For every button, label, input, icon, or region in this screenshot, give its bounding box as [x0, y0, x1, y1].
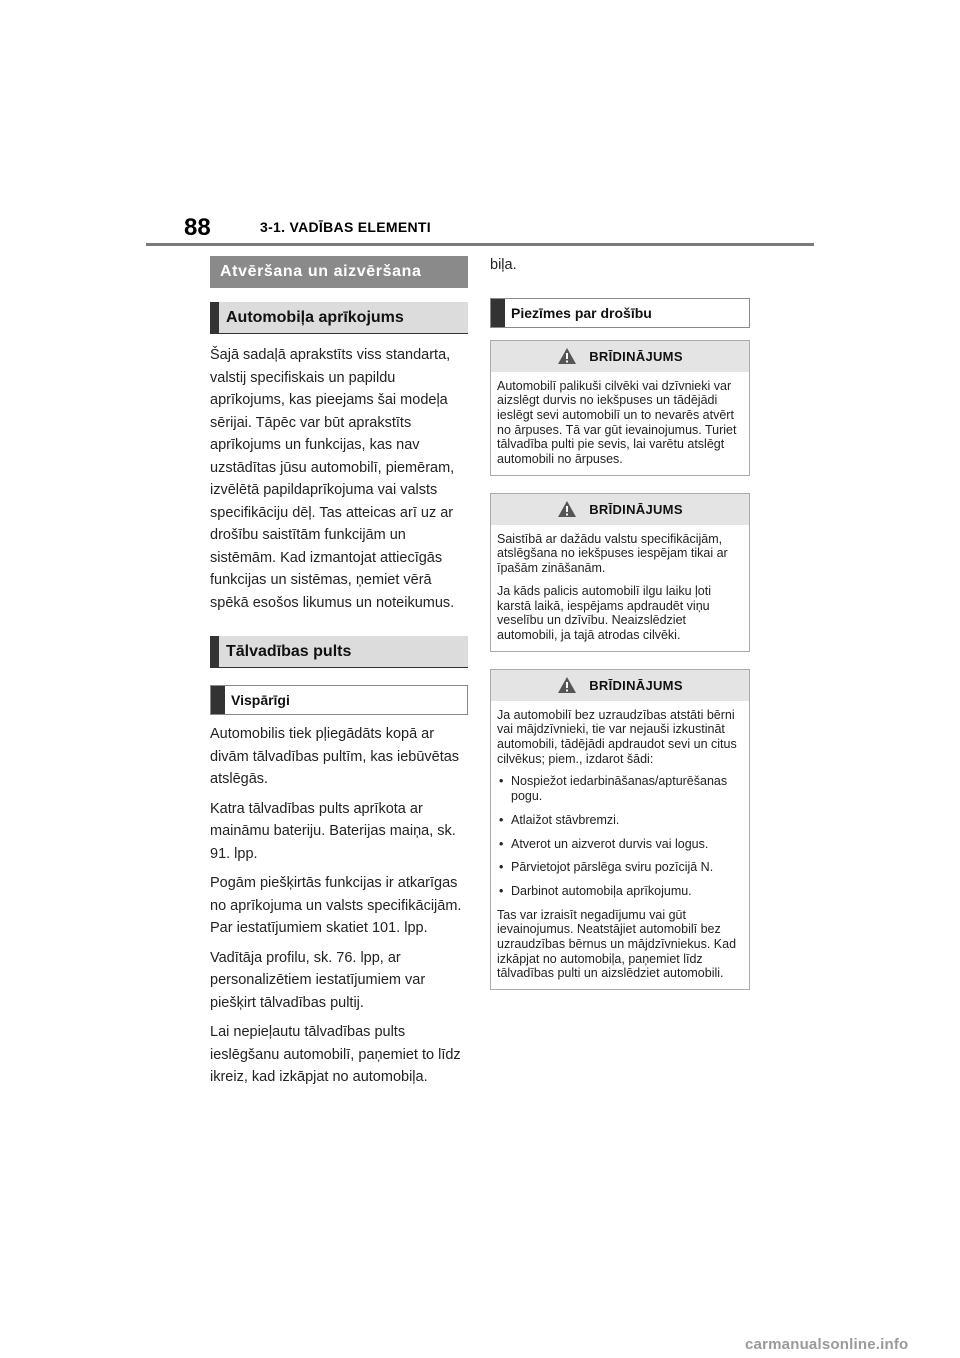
warning-body	[491, 701, 749, 990]
warning-text: Tas var izraisīt negadījumu vai gūt ievainojumus. Neatstājiet automobilī bez uzraudzības bērnus un mājdzīvniekus. Kad izkāpjat no automobiļa, paņemiet līdz tālvadības pulti un aizslēdziet automobili.	[497, 907, 737, 981]
warning-triangle-icon	[557, 500, 577, 518]
paragraph: Lai nepieļautu tālvadības pults ieslēgšanu automobilī, paņemiet to līdz ikreiz, kad izkāpjat no automobiļa.	[210, 1024, 461, 1085]
watermark: carmanualsonline.info	[745, 1336, 909, 1353]
right-column	[490, 256, 750, 990]
equipment-text: Šajā sadaļā aprakstīts viss standarta, valstij specifiskais un papildu aprīkojums, kas pieejams šai modeļa sērijai. Tāpēc var būt aprakstīts aprīkojums un funkcijas, kas nav uzstādītas jūsu automobilī, piemēram, izvēlētā papildaprīkojuma vai valsts specifikāciju dēļ. Tas atteicas arī uz ar drošību saistītām funkcijām un sistēmām. Kad izmantojat attiecīgās funkcijas un sistēmas, ņemiet vērā spēkā esošos likumus un noteikumus.	[210, 347, 455, 611]
warning-list	[497, 774, 743, 898]
general-heading	[210, 685, 468, 715]
safety-heading	[490, 298, 750, 328]
warning-title	[491, 670, 749, 701]
list-item: • Nospiežot iedarbināšanas/apturēšanas pogu.	[497, 774, 743, 803]
general-heading-text: Vispārīgi	[231, 692, 290, 708]
warning-text: Ja automobilī bez uzraudzības atstāti bērni vai mājdzīvnieki, tie var nejauši izkustināt automobili, tādējādi apdraudot sevi un citus cilvēkus; piem., izdarot šādi:	[497, 707, 737, 766]
warning-text: Ja kāds palicis automobilī ilgu laiku ļoti karstā laikā, iespējams apdraudēt viņu veselību un dzīvību. Neaizslēdziet automobili, ja tajā atrodas cilvēki.	[497, 583, 711, 642]
section-title: Atvēršana un aizvēršana	[210, 256, 468, 288]
list-item: • Darbinot automobiļa aprīkojumu.	[497, 884, 743, 899]
warning-body	[491, 525, 749, 651]
warning-title	[491, 494, 749, 525]
warning-triangle-icon	[557, 347, 577, 365]
warning-title-text: BRĪDINĀJUMS	[589, 348, 683, 364]
list-item: • Atlaižot stāvbremzi.	[497, 813, 743, 828]
warning-title	[491, 341, 749, 372]
warning-box	[490, 493, 750, 652]
warning-text: Saistībā ar dažādu valstu specifikācijām, atslēgšana no iekšpuses iespējam tikai ar īpašām zināšanām.	[497, 531, 728, 576]
warning-box	[490, 340, 750, 476]
warning-text: Automobilī palikuši cilvēki vai dzīvnieki var aizslēgt durvis no iekšpuses un tādējādi ieslēgt sevi automobilī un to nevarēs atvērt no ārpuses. Tā var gūt ievainojumus. Turiet tālvadība pulti pie sevis, lai varētu atslēgt automobili no ārpuses.	[497, 378, 737, 467]
safety-heading-text: Piezīmes par drošību	[511, 304, 652, 321]
equipment-heading-text: Automobiļa aprīkojums	[226, 309, 404, 326]
warning-box	[490, 669, 750, 991]
remote-paragraphs	[210, 723, 468, 1089]
header-rule	[146, 243, 814, 246]
continuation-text: biļa.	[490, 257, 517, 273]
remote-heading-text: Tālvadības pults	[226, 643, 352, 660]
warning-title-text: BRĪDINĀJUMS	[589, 501, 683, 517]
equipment-paragraph	[210, 344, 468, 614]
remote-heading	[210, 636, 468, 668]
list-item: • Atverot un aizverot durvis vai logus.	[497, 837, 743, 852]
paragraph: Katra tālvadības pults aprīkota ar maināmu bateriju. Baterijas maiņa, sk. 91. lpp.	[210, 800, 456, 862]
paragraph: Automobilis tiek pļiegādāts kopā ar divām tālvadības pultīm, kas iebūvētas atslēgās.	[210, 726, 460, 787]
warning-body	[491, 372, 749, 475]
warning-triangle-icon	[557, 676, 577, 694]
warning-title-text: BRĪDINĀJUMS	[589, 677, 683, 693]
list-item: • Pārvietojot pārslēga sviru pozīcijā N.	[497, 860, 743, 875]
paragraph: Vadītāja profilu, sk. 76. lpp, ar personalizētiem iestatījumiem var piešķirt tālvadības pultij.	[210, 949, 426, 1011]
page-number: 88	[184, 214, 211, 241]
equipment-heading	[210, 302, 468, 334]
paragraph: Pogām piešķirtās funkcijas ir atkarīgas no aprīkojuma un valsts specifikācijām. Par iestatījumiem skatiet 101. lpp.	[210, 875, 462, 936]
left-column	[210, 256, 468, 1096]
chapter-title: 3-1. VADĪBAS ELEMENTI	[260, 219, 431, 235]
